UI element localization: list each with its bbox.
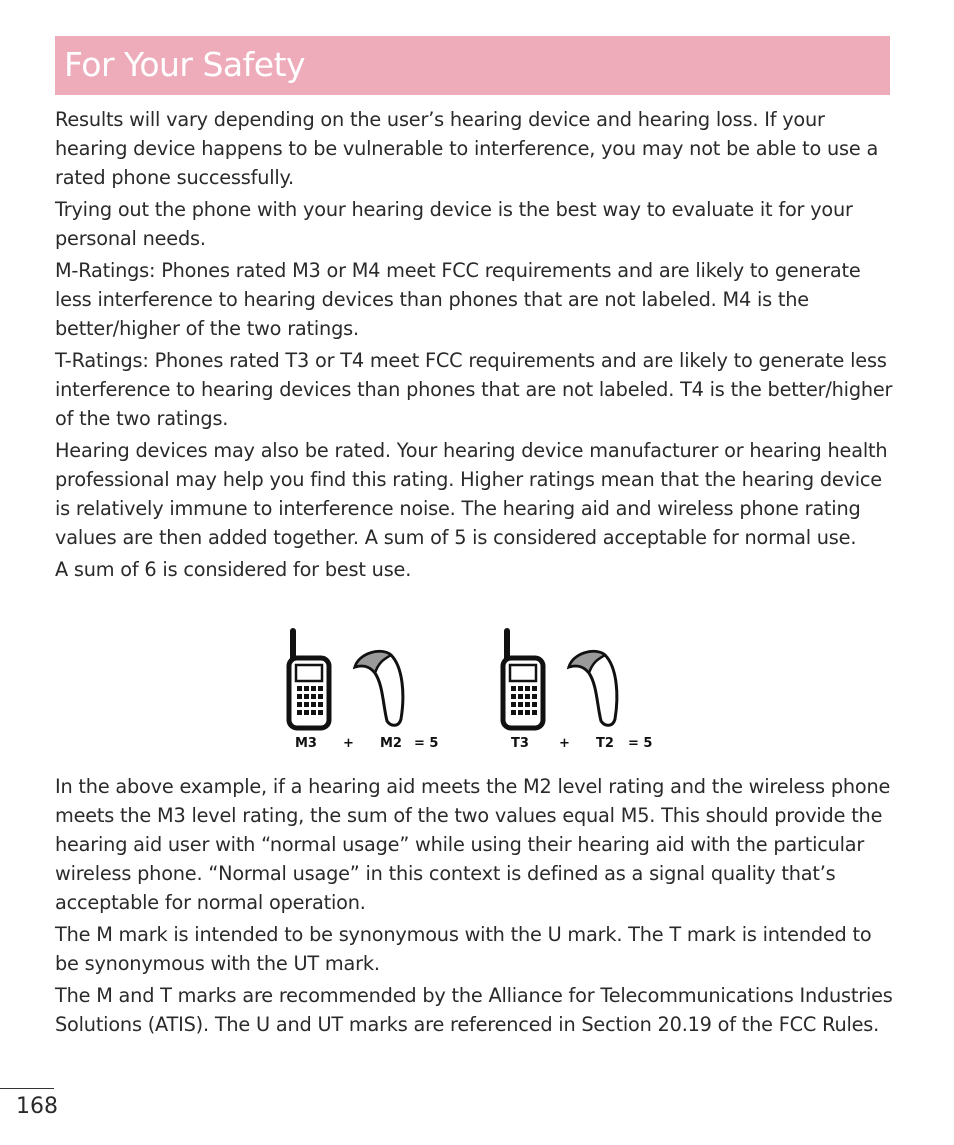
- hearing-aid-icon: [569, 651, 617, 725]
- body-text-top: [55, 105, 895, 587]
- mobile-phone-icon: [289, 631, 329, 728]
- paragraph: Trying out the phone with your hearing device is the best way to evaluate it for your personal needs.: [55, 198, 853, 250]
- sum-value: = 5: [414, 736, 439, 751]
- paragraph: The M mark is intended to be synonymous with the U mark. The T mark is intended to be synonymous with the UT mark.: [55, 923, 872, 975]
- rating-example-figure: [283, 625, 663, 755]
- paragraph: M-Ratings: Phones rated M3 or M4 meet FCC requirements and are likely to generate less interference to hearing devices than phones that are not labeled. M4 is the better/higher of the two ratings.: [55, 259, 861, 340]
- paragraph: T-Ratings: Phones rated T3 or T4 meet FCC requirements and are likely to generate less interference to hearing devices than phones that are not labeled. T4 is the better/higher of the two ratings.: [55, 349, 893, 430]
- sum-value: = 5: [628, 736, 653, 751]
- footer-divider: [0, 1088, 54, 1089]
- body-text-bottom: [55, 772, 895, 1042]
- phone-rating-label: M3: [295, 736, 317, 751]
- page-title: For Your Safety: [64, 45, 306, 84]
- phone-rating-label: T3: [511, 736, 529, 751]
- plus-sign: +: [343, 736, 354, 751]
- page-number: 168: [16, 1094, 58, 1119]
- aid-rating-label: T2: [596, 736, 614, 751]
- paragraph: In the above example, if a hearing aid meets the M2 level rating and the wireless phone meets the M3 level rating, the sum of the two values equal M5. This should provide the hearing aid user with “normal usage” while using their hearing aid with the particular wireless phone. “Normal usage” in this context is defined as a signal quality that’s acceptable for normal operation.: [55, 775, 891, 914]
- section-header: [55, 36, 890, 95]
- paragraph: Results will vary depending on the user’s hearing device and hearing loss. If your hearing device happens to be vulnerable to interference, you may not be able to use a rated phone successfully.: [55, 108, 879, 189]
- paragraph: A sum of 6 is considered for best use.: [55, 558, 412, 581]
- aid-rating-label: M2: [380, 736, 402, 751]
- paragraph: The M and T marks are recommended by the Alliance for Telecommunications Industries Solutions (ATIS). The U and UT marks are referenced in Section 20.19 of the FCC Rules.: [55, 984, 893, 1036]
- plus-sign: +: [559, 736, 570, 751]
- paragraph: Hearing devices may also be rated. Your hearing device manufacturer or hearing health professional may help you find this rating. Higher ratings mean that the hearing device is relatively immune to interference noise. The hearing aid and wireless phone rating values are then added together. A sum of 5 is considered acceptable for normal use.: [55, 439, 888, 549]
- hearing-aid-icon: [355, 651, 403, 725]
- mobile-phone-icon: [503, 631, 543, 728]
